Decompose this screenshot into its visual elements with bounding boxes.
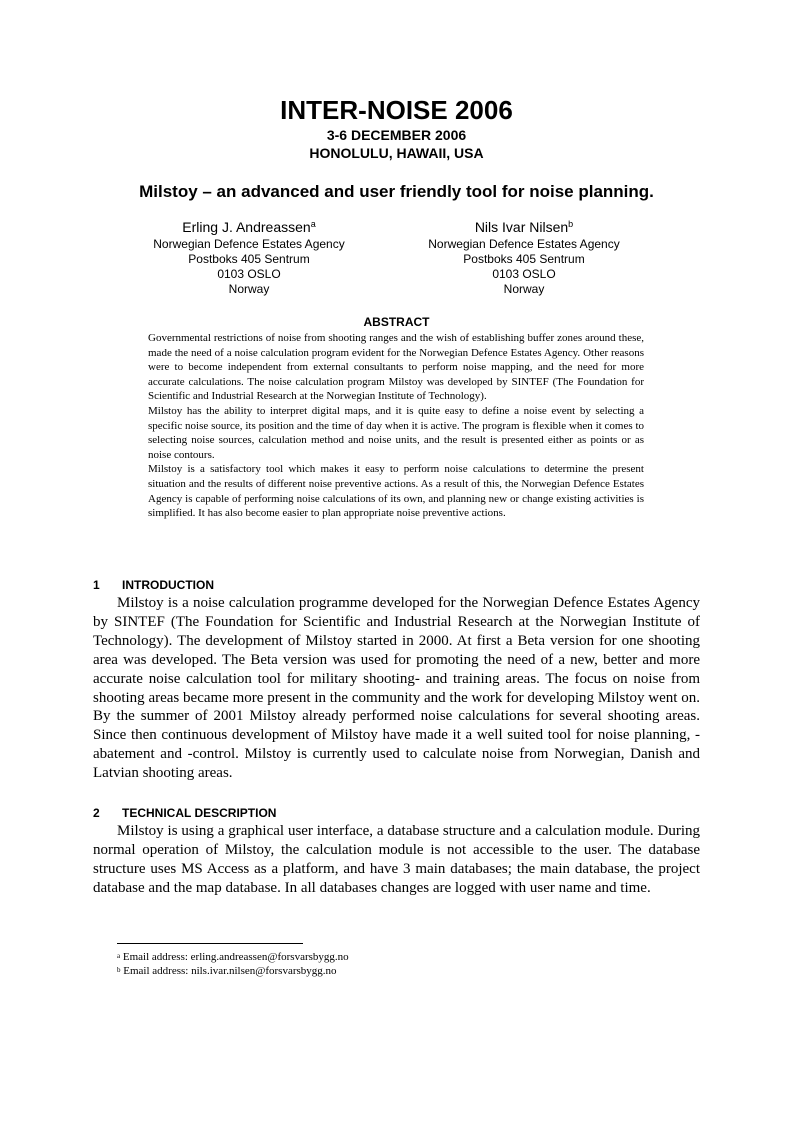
author-footnote-mark: a xyxy=(310,219,316,229)
author-organization: Norwegian Defence Estates Agency xyxy=(428,237,620,251)
footnote-text: Email address: erling.andreassen@forsvarsbygg.no xyxy=(122,951,349,963)
conference-dates: 3-6 DECEMBER 2006 xyxy=(326,127,467,143)
section-title: INTRODUCTION xyxy=(122,578,214,592)
footnote-a xyxy=(117,950,617,964)
author-city: 0103 OSLO xyxy=(217,267,281,281)
section-heading-technical-description xyxy=(93,806,276,820)
abstract-heading: ABSTRACT xyxy=(363,315,430,329)
footnote-b xyxy=(117,964,617,978)
author-address: Postboks 405 Sentrum xyxy=(188,252,310,266)
author-country: Norway xyxy=(503,282,545,296)
conference-location: HONOLULU, HAWAII, USA xyxy=(309,145,484,161)
author-block-1 xyxy=(119,218,379,297)
abstract-body xyxy=(148,331,644,521)
abstract-paragraph: Milstoy is a satisfactory tool which makes it easy to perform noise calculations to determine the present situation and the results of different noise preventive actions. As a result of this, the Norwegian Defence Estates Agency is capable of performing noise calculations of its own, and planning new or change existing activities is simplified. It has also become easier to plan appropriate noise preventive actions. xyxy=(148,463,644,520)
section-body-introduction xyxy=(93,594,700,783)
author-name-line xyxy=(119,218,379,236)
author-address: Postboks 405 Sentrum xyxy=(463,252,585,266)
author-city: 0103 OSLO xyxy=(492,267,556,281)
author-name: Erling J. Andreassen xyxy=(182,219,311,235)
abstract-paragraph: Milstoy has the ability to interpret digital maps, and it is quite easy to define a noise event by selecting a specific noise source, its position and the time of day when it is active. The program is flexible when it comes to selecting noise sources, calculation method and noise units, and the result is presented either as points or as noise contours. xyxy=(148,404,644,461)
footnote-divider xyxy=(117,943,303,944)
section-paragraph: Milstoy is using a graphical user interface, a database structure and a calculation module. During normal operation of Milstoy, the calculation module is not accessible to the user. The database structure uses MS Access as a platform, and have 3 main databases; the main database, the project database and the map database. In all databases changes are logged with user name and time. xyxy=(93,823,700,896)
author-organization: Norwegian Defence Estates Agency xyxy=(153,237,345,251)
author-block-2 xyxy=(394,218,654,297)
author-country: Norway xyxy=(228,282,270,296)
section-number: 1 xyxy=(93,578,100,592)
footnote-mark: a xyxy=(117,952,121,960)
author-name: Nils Ivar Nilsen xyxy=(474,219,569,235)
abstract-paragraph: Governmental restrictions of noise from shooting ranges and the wish of establishing buffer zones around these, made the need of a noise calculation program evident for the Norwegian Defence Estates Agency. Other reasons were to become independent from external consultants to perform noise mapping, and the need for more accurate calculations. The noise calculation program Milstoy was developed by SINTEF (The Foundation for Scientific and Industrial Research at the Norwegian Institute of Technology). xyxy=(148,332,644,403)
section-number: 2 xyxy=(93,806,100,820)
footnotes xyxy=(117,950,617,978)
footnote-text: Email address: nils.ivar.nilsen@forsvarsbygg.no xyxy=(123,965,337,977)
footnote-mark: b xyxy=(117,966,121,974)
section-heading-introduction xyxy=(93,578,214,592)
conference-title: INTER-NOISE 2006 xyxy=(280,95,513,125)
paper-title: Milstoy – an advanced and user friendly tool for noise planning. xyxy=(139,182,654,201)
section-paragraph: Milstoy is a noise calculation programme developed for the Norwegian Defence Estates Agency by SINTEF (The Foundation for Scientific and Industrial Research at the Norwegian Institute of Technology). The development of Milstoy started in 2000. At first a Beta version for one shooting area was developed. The Beta version was used for promoting the need of a new, better and more accurate noise calculation tool for military shooting- and training areas. The focus on noise from shooting areas became more present in the community and the work for developing Milstoy went on. By the summer of 2001 Milstoy already performed noise calculations for several shooting areas. Since then continuous development of Milstoy have made it a well suited tool for noise planning, -abatement and -control. Milstoy is currently used to calculate noise from Norwegian, Danish and Latvian shooting areas. xyxy=(93,595,700,782)
section-title: TECHNICAL DESCRIPTION xyxy=(122,806,277,820)
section-body-technical-description xyxy=(93,822,700,898)
author-footnote-mark: b xyxy=(568,219,574,229)
author-name-line xyxy=(394,218,654,236)
